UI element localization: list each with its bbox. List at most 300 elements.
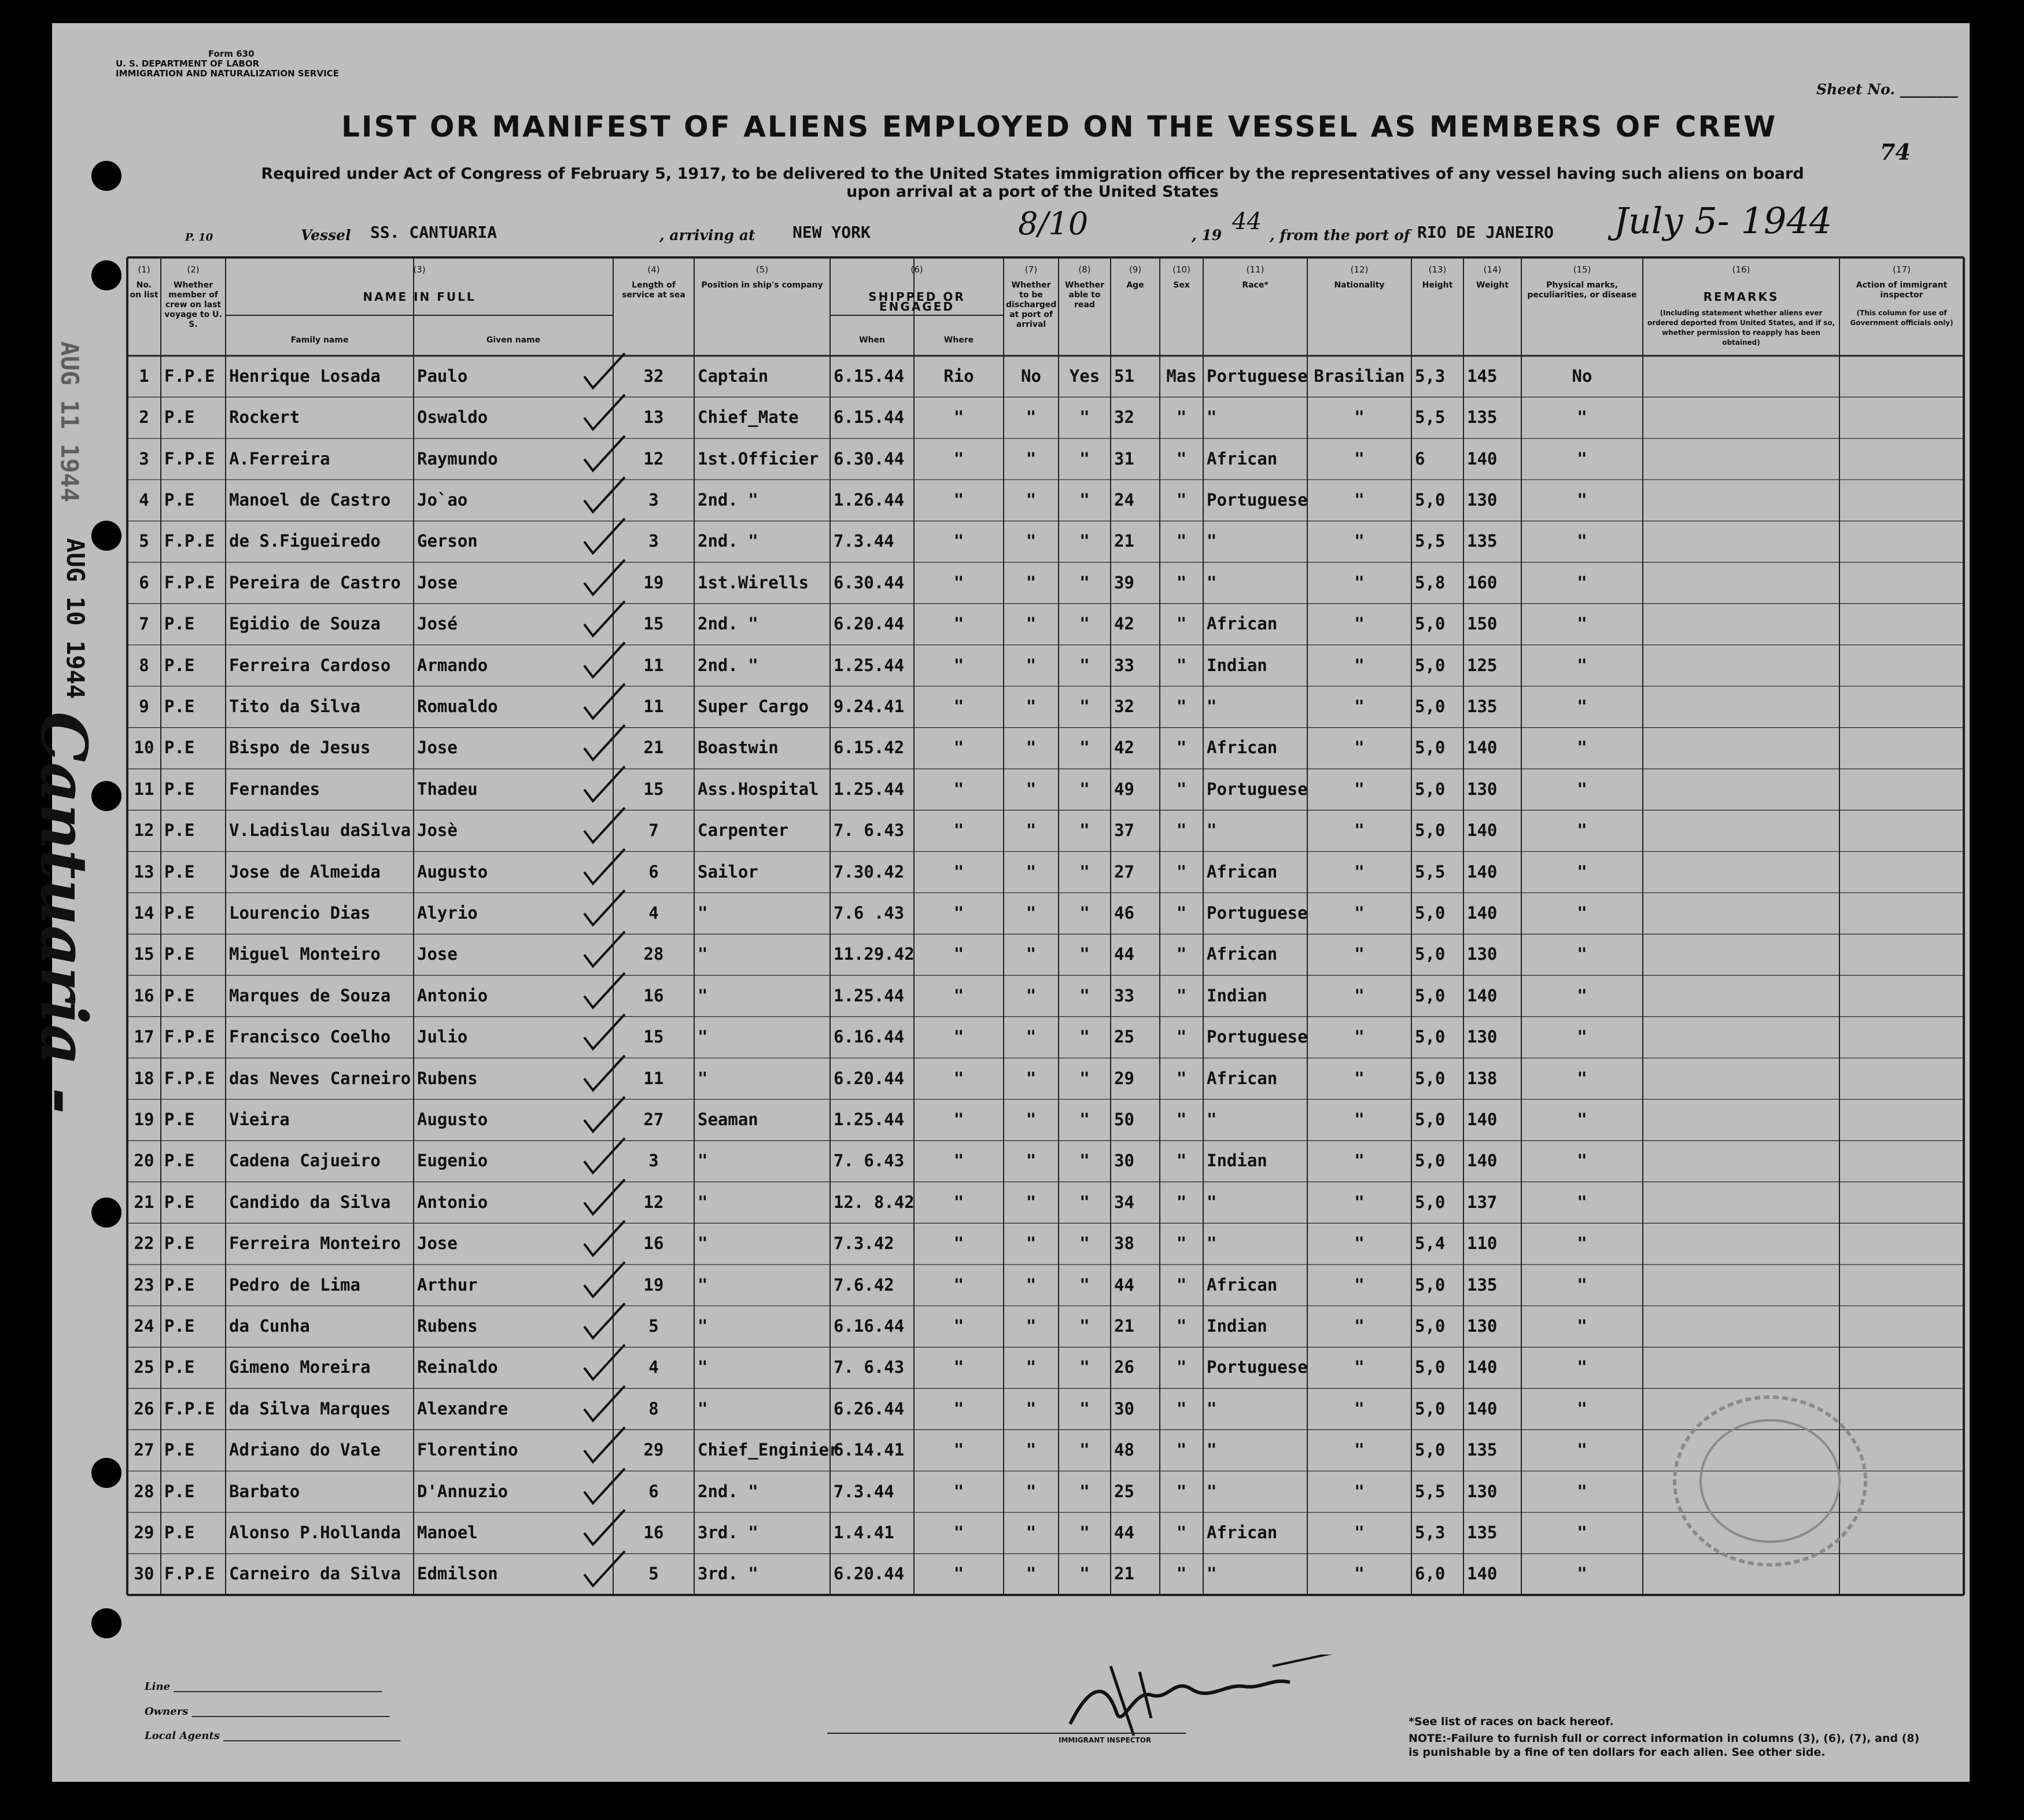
cell-last: P.E — [164, 1440, 195, 1460]
cell-last: P.E — [164, 738, 195, 758]
cell-given: Alyrio — [417, 902, 478, 923]
footer-line-label: Line ________________________________________ — [145, 1681, 382, 1693]
cell-sex: " — [1176, 1192, 1187, 1212]
cell-position: " — [698, 1151, 708, 1171]
cell-when: 7.6 .43 — [834, 902, 905, 923]
cell-sex: " — [1176, 1481, 1187, 1501]
column-subheader: Family name — [290, 336, 349, 345]
vessel-name: SS. CANTUARIA — [370, 223, 497, 242]
cell-race: " — [1207, 820, 1217, 841]
cell-sex: " — [1176, 489, 1187, 510]
cell-family: V.Ladislau daSilva — [229, 820, 411, 841]
cell-last: P.E — [164, 1151, 195, 1171]
cell-nationality: " — [1354, 614, 1365, 634]
cell-service: 6 — [648, 861, 659, 882]
cell-service: 3 — [648, 1151, 659, 1171]
cell-height: 5,0 — [1415, 738, 1446, 758]
cell-race: " — [1207, 407, 1217, 428]
cell-height: 5,0 — [1415, 985, 1446, 1005]
cell-sex: " — [1176, 1109, 1187, 1129]
cell-position: Seaman — [698, 1109, 758, 1129]
cell-family: Fernandes — [229, 779, 320, 799]
cell-no: 13 — [134, 861, 154, 882]
cell-weight: 135 — [1467, 531, 1498, 551]
cell-read: " — [1079, 779, 1090, 799]
cell-no: 22 — [134, 1233, 154, 1254]
cell-position: 2nd. " — [698, 614, 758, 634]
cell-service: 19 — [643, 572, 664, 592]
page-title: LIST OR MANIFEST OF ALIENS EMPLOYED ON THE VESSEL AS MEMBERS OF CREW — [341, 110, 1778, 143]
cell-service: 29 — [643, 1440, 664, 1460]
cell-discharged: " — [1026, 1316, 1037, 1336]
cell-sex: " — [1176, 614, 1187, 634]
cell-last: P.E — [164, 655, 195, 675]
cell-where: " — [953, 902, 964, 923]
cell-service: 19 — [643, 1274, 664, 1295]
cell-age: 39 — [1114, 572, 1134, 592]
cell-last: P.E — [164, 985, 195, 1005]
cell-nationality: " — [1354, 531, 1365, 551]
cell-weight: 140 — [1467, 1109, 1498, 1129]
cell-sex: " — [1176, 1357, 1187, 1377]
cell-height: 5,0 — [1415, 820, 1446, 841]
cell-read: " — [1079, 1522, 1090, 1542]
cell-height: 5,0 — [1415, 1440, 1446, 1460]
cell-discharged: " — [1026, 1192, 1037, 1212]
cell-nationality: " — [1354, 1440, 1365, 1460]
cell-where: " — [953, 1027, 964, 1047]
cell-family: A.Ferreira — [229, 448, 330, 469]
cell-given: Romualdo — [417, 696, 498, 716]
column-number: (5) — [755, 264, 769, 275]
cell-when: 6.26.44 — [834, 1398, 905, 1419]
cell-weight: 130 — [1467, 1027, 1498, 1047]
cell-discharged: " — [1026, 614, 1037, 634]
cell-given: Eugenio — [417, 1151, 488, 1171]
cell-last: F.P.E — [164, 1068, 215, 1088]
cell-given: Antonio — [417, 985, 488, 1005]
cell-marks: " — [1577, 1357, 1587, 1377]
cell-read: " — [1079, 1481, 1090, 1501]
cell-when: 7.3.44 — [834, 531, 894, 551]
cell-nationality: " — [1354, 1564, 1365, 1584]
cell-position: 2nd. " — [698, 655, 758, 675]
cell-position: Chief_Mate — [698, 407, 799, 428]
cell-weight: 130 — [1467, 489, 1498, 510]
cell-nationality: " — [1354, 448, 1365, 469]
footer-owners-label: Owners ______________________________________ — [145, 1705, 390, 1718]
cell-marks: " — [1577, 861, 1587, 882]
cell-given: Julio — [417, 1027, 468, 1047]
cell-when: 1.26.44 — [834, 489, 905, 510]
column-header: Length of service at sea — [622, 281, 685, 300]
cell-service: 21 — [643, 738, 664, 758]
cell-nationality: " — [1354, 1109, 1365, 1129]
cell-weight: 110 — [1467, 1233, 1498, 1254]
cell-given: Paulo — [417, 366, 468, 386]
cell-service: 12 — [643, 1192, 664, 1212]
cell-weight: 140 — [1467, 1151, 1498, 1171]
cell-sex: " — [1176, 407, 1187, 428]
cell-nationality: " — [1354, 1233, 1365, 1254]
column-number: (17) — [1893, 264, 1911, 275]
departure-date: July 5- 1944 — [1614, 200, 1833, 242]
cell-marks: " — [1577, 1068, 1587, 1088]
cell-no: 15 — [134, 944, 154, 964]
cell-when: 1.25.44 — [834, 655, 905, 675]
cell-nationality: " — [1354, 1316, 1365, 1336]
cell-nationality: " — [1354, 489, 1365, 510]
cell-age: 49 — [1114, 779, 1134, 799]
cell-discharged: " — [1026, 1233, 1037, 1254]
cell-sex: Mas — [1166, 366, 1197, 386]
column-number: (3) — [413, 264, 426, 275]
cell-position: Sailor — [698, 861, 758, 882]
cell-sex: " — [1176, 696, 1187, 716]
cell-last: F.P.E — [164, 1027, 215, 1047]
cell-age: 25 — [1114, 1027, 1134, 1047]
cell-family: Jose de Almeida — [229, 861, 381, 882]
cell-where: " — [953, 696, 964, 716]
cell-read: " — [1079, 448, 1090, 469]
column-number: (2) — [187, 264, 200, 275]
cell-service: 4 — [648, 902, 659, 923]
cell-where: " — [953, 944, 964, 964]
cell-height: 5,0 — [1415, 1068, 1446, 1088]
cell-nationality: " — [1354, 861, 1365, 882]
cell-last: P.E — [164, 1316, 195, 1336]
cell-nationality: " — [1354, 1192, 1365, 1212]
cell-where: Rio — [943, 366, 974, 386]
cell-age: 42 — [1114, 738, 1134, 758]
cell-family: Marques de Souza — [229, 985, 391, 1005]
cell-last: F.P.E — [164, 448, 215, 469]
cell-given: José — [417, 614, 458, 634]
cell-discharged: " — [1026, 1481, 1037, 1501]
cell-marks: " — [1577, 1151, 1587, 1171]
cell-when: 6.20.44 — [834, 614, 905, 634]
cell-sex: " — [1176, 655, 1187, 675]
column-number: (1) — [138, 264, 150, 275]
cell-height: 5,0 — [1415, 655, 1446, 675]
cell-age: 26 — [1114, 1357, 1134, 1377]
cell-when: 6.30.44 — [834, 448, 905, 469]
cell-nationality: Brasilian — [1314, 366, 1405, 386]
cell-discharged: " — [1026, 572, 1037, 592]
cell-discharged: " — [1026, 1027, 1037, 1047]
cell-service: 12 — [643, 448, 664, 469]
cell-nationality: " — [1354, 1151, 1365, 1171]
cell-height: 5,0 — [1415, 696, 1446, 716]
cell-when: 7. 6.43 — [834, 1357, 905, 1377]
cell-age: 48 — [1114, 1440, 1134, 1460]
cell-sex: " — [1176, 779, 1187, 799]
cell-where: " — [953, 738, 964, 758]
cell-marks: " — [1577, 1233, 1587, 1254]
cell-family: Gimeno Moreira — [229, 1357, 371, 1377]
cell-when: 7. 6.43 — [834, 1151, 905, 1171]
footer-agents-label: Local Agents __________________________________ — [145, 1730, 401, 1742]
cell-where: " — [953, 1481, 964, 1501]
cell-weight: 135 — [1467, 407, 1498, 428]
cell-no: 27 — [134, 1440, 154, 1460]
cell-sex: " — [1176, 1316, 1187, 1336]
cell-height: 5,0 — [1415, 1316, 1446, 1336]
cell-height: 5,0 — [1415, 1398, 1446, 1419]
cell-when: 6.16.44 — [834, 1316, 905, 1336]
cell-age: 24 — [1114, 489, 1134, 510]
cell-no: 7 — [139, 614, 149, 634]
cell-position: 3rd. " — [698, 1564, 758, 1584]
cell-height: 5,0 — [1415, 1274, 1446, 1295]
column-header: Whether able to read — [1065, 281, 1104, 310]
cell-discharged: " — [1026, 1109, 1037, 1129]
cell-no: 6 — [139, 572, 149, 592]
cell-last: P.E — [164, 1481, 195, 1501]
cell-where: " — [953, 985, 964, 1005]
from-port: RIO DE JANEIRO — [1417, 223, 1554, 242]
cell-marks: " — [1577, 614, 1587, 634]
cell-marks: " — [1577, 1027, 1587, 1047]
cell-family: Francisco Coelho — [229, 1027, 391, 1047]
cell-no: 30 — [134, 1564, 154, 1584]
cell-read: Yes — [1069, 366, 1100, 386]
cell-marks: " — [1577, 779, 1587, 799]
cell-family: Barbato — [229, 1481, 300, 1501]
cell-sex: " — [1176, 902, 1187, 923]
handwritten-vessel-name: Cantuaria - — [27, 712, 101, 1114]
cell-nationality: " — [1354, 1068, 1365, 1088]
cell-age: 30 — [1114, 1151, 1134, 1171]
cell-given: Manoel — [417, 1522, 478, 1542]
cell-height: 5,5 — [1415, 1481, 1446, 1501]
cell-position: Captain — [698, 366, 769, 386]
cell-race: Portuguese — [1207, 366, 1308, 386]
cell-marks: " — [1577, 655, 1587, 675]
cell-sex: " — [1176, 944, 1187, 964]
cell-service: 16 — [643, 1233, 664, 1254]
cell-age: 33 — [1114, 655, 1134, 675]
cell-nationality: " — [1354, 820, 1365, 841]
fine-note: NOTE:-Failure to furnish full or correct information in columns (3), (6), (7), and (8) is punishable by a fine of ten dollars for each alien. See other side. — [1409, 1732, 1920, 1759]
cell-height: 5,5 — [1415, 861, 1446, 882]
department: U. S. DEPARTMENT OF LABOR — [116, 58, 260, 69]
cell-position: " — [698, 902, 708, 923]
cell-where: " — [953, 1274, 964, 1295]
column-number: (4) — [647, 264, 660, 275]
cell-marks: " — [1577, 1522, 1587, 1542]
cell-given: Armando — [417, 655, 488, 675]
cell-given: D'Annuzio — [417, 1481, 508, 1501]
cell-read: " — [1079, 738, 1090, 758]
cell-weight: 135 — [1467, 696, 1498, 716]
cell-when: 11.29.42 — [834, 944, 915, 964]
cell-service: 7 — [648, 820, 659, 841]
cell-sex: " — [1176, 1068, 1187, 1088]
cell-nationality: " — [1354, 1522, 1365, 1542]
cell-last: F.P.E — [164, 1564, 215, 1584]
column-number: (13) — [1428, 264, 1447, 275]
cell-where: " — [953, 614, 964, 634]
cell-nationality: " — [1354, 1481, 1365, 1501]
cell-position: 1st.Wirells — [698, 572, 809, 592]
cell-race: " — [1207, 1109, 1217, 1129]
cell-given: Reinaldo — [417, 1357, 498, 1377]
column-subheader: Given name — [486, 336, 541, 345]
cell-age: 46 — [1114, 902, 1134, 923]
cell-age: 44 — [1114, 1522, 1134, 1542]
cell-given: Edmilson — [417, 1564, 498, 1584]
cell-given: Jo`ao — [417, 489, 468, 510]
cell-no: 5 — [139, 531, 149, 551]
cell-age: 30 — [1114, 1398, 1134, 1419]
cell-height: 6 — [1415, 448, 1425, 469]
cell-marks: " — [1577, 1274, 1587, 1295]
cell-marks: " — [1577, 1481, 1587, 1501]
cell-weight: 140 — [1467, 820, 1498, 841]
cell-marks: " — [1577, 489, 1587, 510]
cell-age: 27 — [1114, 861, 1134, 882]
column-header: Nationality — [1334, 281, 1385, 290]
cell-family: Lourencio Dias — [229, 902, 371, 923]
cell-weight: 140 — [1467, 985, 1498, 1005]
cell-race: African — [1207, 944, 1278, 964]
cell-race: Indian — [1207, 655, 1267, 675]
column-number: (7) — [1024, 264, 1038, 275]
cell-service: 15 — [643, 1027, 664, 1047]
cell-where: " — [953, 1440, 964, 1460]
cell-given: Jose — [417, 738, 458, 758]
cell-given: Jose — [417, 944, 458, 964]
cell-height: 5,0 — [1415, 1357, 1446, 1377]
cell-read: " — [1079, 1192, 1090, 1212]
column-subheader: When — [859, 336, 885, 345]
cell-nationality: " — [1354, 944, 1365, 964]
cell-given: Augusto — [417, 861, 488, 882]
cell-no: 23 — [134, 1274, 154, 1295]
cell-family: Candido da Silva — [229, 1192, 391, 1212]
cell-family: Vieira — [229, 1109, 290, 1129]
cell-given: Gerson — [417, 531, 478, 551]
cell-read: " — [1079, 1233, 1090, 1254]
cell-nationality: " — [1354, 985, 1365, 1005]
column-header: NAME IN FULL — [363, 290, 476, 304]
vessel-label: Vessel — [301, 227, 351, 244]
cell-family: Manoel de Castro — [229, 489, 391, 510]
cell-age: 21 — [1114, 531, 1134, 551]
cell-weight: 130 — [1467, 1481, 1498, 1501]
cell-discharged: " — [1026, 407, 1037, 428]
cell-no: 2 — [139, 407, 149, 428]
cell-race: Indian — [1207, 1316, 1267, 1336]
cell-no: 29 — [134, 1522, 154, 1542]
cell-marks: " — [1577, 1109, 1587, 1129]
cell-race: " — [1207, 1481, 1217, 1501]
cell-when: 7.6.42 — [834, 1274, 894, 1295]
cell-last: P.E — [164, 407, 195, 428]
cell-when: 6.20.44 — [834, 1068, 905, 1088]
cell-where: " — [953, 1564, 964, 1584]
cell-when: 6.16.44 — [834, 1027, 905, 1047]
cell-position: " — [698, 1027, 708, 1047]
cell-age: 42 — [1114, 614, 1134, 634]
cell-sex: " — [1176, 1027, 1187, 1047]
cell-age: 34 — [1114, 1192, 1134, 1212]
cell-age: 25 — [1114, 1481, 1134, 1501]
cell-last: F.P.E — [164, 531, 215, 551]
column-header: REMARKS — [1703, 290, 1779, 304]
cell-family: de S.Figueiredo — [229, 531, 381, 551]
cell-family: Tito da Silva — [229, 696, 360, 716]
cell-race: African — [1207, 861, 1278, 882]
cell-where: " — [953, 1233, 964, 1254]
cell-last: P.E — [164, 1522, 195, 1542]
cell-last: P.E — [164, 902, 195, 923]
cell-service: 4 — [648, 1357, 659, 1377]
cell-read: " — [1079, 820, 1090, 841]
cell-when: 6.14.41 — [834, 1440, 905, 1460]
column-number: (8) — [1078, 264, 1091, 275]
cell-where: " — [953, 1357, 964, 1377]
arriving-port: NEW YORK — [792, 223, 871, 242]
cell-discharged: " — [1026, 944, 1037, 964]
cell-given: Thadeu — [417, 779, 478, 799]
column-number: (12) — [1350, 264, 1369, 275]
cell-where: " — [953, 1068, 964, 1088]
cell-weight: 140 — [1467, 738, 1498, 758]
form-number: Form 630 — [208, 49, 255, 59]
cell-race: " — [1207, 1440, 1217, 1460]
cell-sex: " — [1176, 985, 1187, 1005]
cell-age: 37 — [1114, 820, 1134, 841]
cell-no: 12 — [134, 820, 154, 841]
cell-given: Arthur — [417, 1274, 478, 1295]
cell-marks: " — [1577, 1192, 1587, 1212]
cell-race: " — [1207, 1192, 1217, 1212]
cell-position: " — [698, 1357, 708, 1377]
cell-no: 16 — [134, 985, 154, 1005]
column-number: (15) — [1573, 264, 1591, 275]
cell-read: " — [1079, 407, 1090, 428]
cell-no: 20 — [134, 1151, 154, 1171]
column-header: Whether to be discharged at port of arrival — [1006, 281, 1057, 329]
cell-sex: " — [1176, 820, 1187, 841]
cell-height: 5,0 — [1415, 902, 1446, 923]
year-prefix: , 19 — [1192, 227, 1222, 244]
cell-race: Portuguese — [1207, 1357, 1308, 1377]
cell-no: 11 — [134, 779, 154, 799]
cell-read: " — [1079, 572, 1090, 592]
cell-service: 28 — [643, 944, 664, 964]
column-header: Age — [1126, 281, 1144, 290]
cell-height: 5,8 — [1415, 572, 1446, 592]
cell-where: " — [953, 572, 964, 592]
cell-given: Josè — [417, 820, 458, 841]
cell-given: Oswaldo — [417, 407, 488, 428]
cell-sex: " — [1176, 861, 1187, 882]
cell-marks: " — [1577, 531, 1587, 551]
cell-race: Portuguese — [1207, 779, 1308, 799]
cell-given: Antonio — [417, 1192, 488, 1212]
cell-discharged: " — [1026, 1398, 1037, 1419]
cell-race: " — [1207, 531, 1217, 551]
cell-height: 6,0 — [1415, 1564, 1446, 1584]
cell-read: " — [1079, 1398, 1090, 1419]
column-number: (6) — [910, 264, 923, 275]
cell-service: 5 — [648, 1564, 659, 1584]
cell-no: 1 — [139, 366, 149, 386]
cell-position: Ass.Hospital — [698, 779, 819, 799]
